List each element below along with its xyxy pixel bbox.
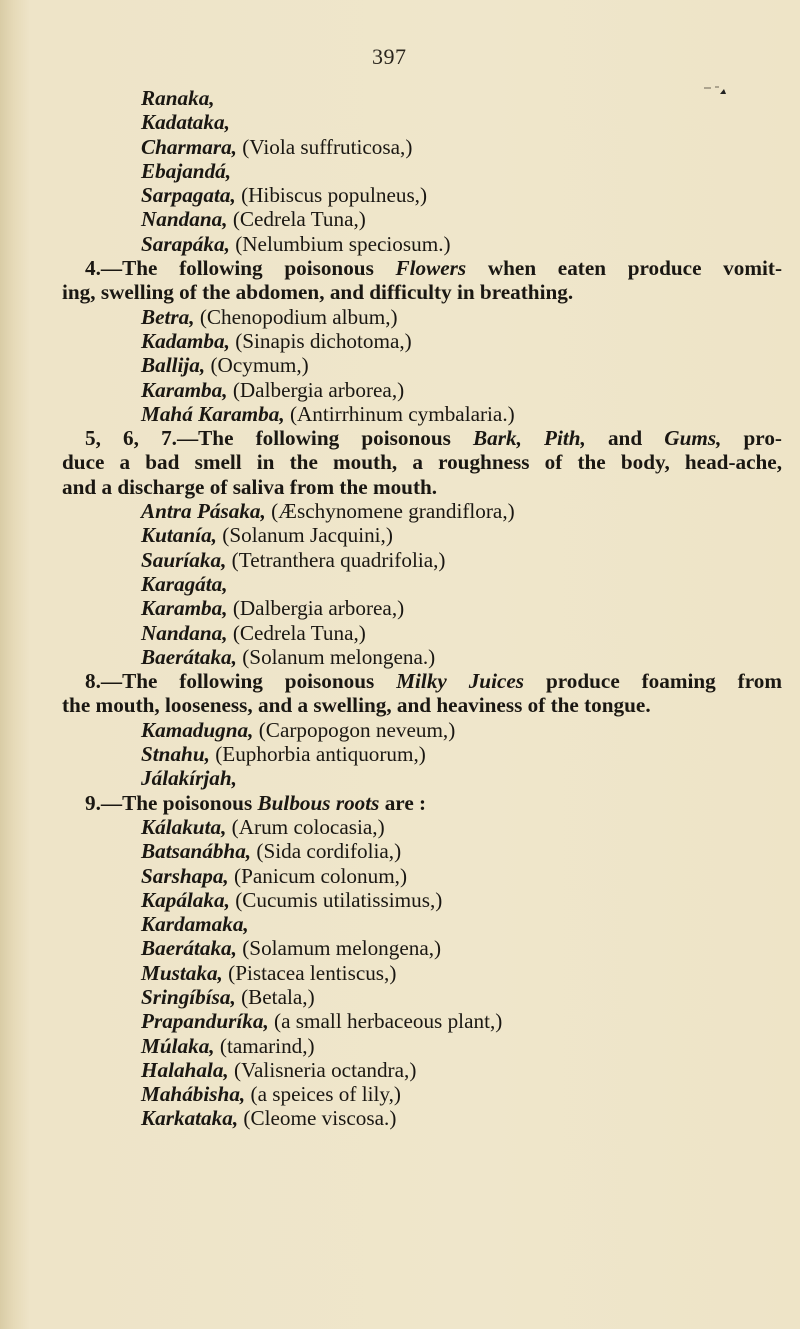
plant-name: Kutanía, — [141, 523, 217, 548]
plant-name: Karkataka, — [141, 1106, 239, 1131]
plant-entry — [62, 961, 782, 985]
emphasis-text: Flowers — [395, 256, 467, 281]
botanical-gloss: (Pistacea lentiscus,) — [222, 960, 397, 985]
plant-name: Sringíbísa, — [141, 984, 236, 1009]
botanical-gloss: (Solanum Jacquini,) — [216, 523, 393, 548]
plant-entry — [62, 718, 782, 742]
plant-entry — [62, 985, 782, 1009]
plant-name: Nandana, — [141, 620, 228, 645]
botanical-gloss: (Carpopogon neveum,) — [253, 717, 456, 742]
botanical-gloss: (Dalbergia arborea,) — [227, 377, 405, 402]
plant-entry — [62, 232, 782, 256]
paragraph-text: and — [585, 426, 665, 451]
plant-entry — [62, 159, 782, 183]
plant-entry — [62, 1082, 782, 1106]
paragraph-text: are : — [379, 790, 427, 815]
plant-entry — [62, 645, 782, 669]
botanical-gloss: (Solamum melongena,) — [236, 936, 442, 961]
plant-entry — [62, 888, 782, 912]
plant-entry — [62, 548, 782, 572]
plant-entry — [62, 864, 782, 888]
plant-entry — [62, 839, 782, 863]
plant-name: Baerátaka, — [141, 936, 237, 961]
emphasis-text: Bulbous roots — [257, 790, 380, 815]
plant-name: Batsanábha, — [141, 839, 252, 864]
plant-entry — [62, 305, 782, 329]
paragraph-text: and a discharge of saliva from the mouth. — [62, 474, 438, 499]
botanical-gloss: (Viola suffruticosa,) — [236, 134, 413, 159]
botanical-gloss: (Cucumis utilatissimus,) — [229, 887, 443, 912]
paragraph-line — [62, 669, 782, 693]
emphasis-text: Gums, — [664, 426, 722, 451]
botanical-gloss: (Sida cordifolia,) — [251, 839, 402, 864]
botanical-gloss: (Valisneria octandra,) — [228, 1057, 417, 1082]
plant-name: Mahá Karamba, — [141, 401, 285, 426]
plant-entry — [62, 110, 782, 134]
plant-entry — [62, 572, 782, 596]
plant-name: Múlaka, — [141, 1033, 215, 1058]
plant-name: Ebajandá, — [141, 158, 232, 183]
botanical-gloss: (Cedrela Tuna,) — [227, 207, 366, 232]
paragraph-text: when eaten produce vomit- — [466, 256, 782, 281]
plant-entry — [62, 596, 782, 620]
botanical-gloss: (Euphorbia antiquorum,) — [209, 742, 426, 767]
paragraph-line — [62, 475, 782, 499]
paragraph-line — [62, 256, 782, 280]
botanical-gloss: (tamarind,) — [214, 1033, 315, 1058]
plant-entry — [62, 86, 782, 110]
plant-name: Sarpagata, — [141, 183, 236, 208]
botanical-gloss: (Solanum melongena.) — [236, 644, 436, 669]
plant-name: Halahala, — [141, 1057, 229, 1082]
paragraph-line — [62, 693, 782, 717]
plant-name: Nandana, — [141, 207, 228, 232]
plant-entry — [62, 329, 782, 353]
botanical-gloss: (Dalbergia arborea,) — [227, 596, 405, 621]
plant-entry — [62, 815, 782, 839]
plant-name: Karamba, — [141, 596, 228, 621]
plant-name: Sarshapa, — [141, 863, 229, 888]
plant-name: Sarapáka, — [141, 231, 230, 256]
plant-entry — [62, 1058, 782, 1082]
botanical-gloss: (Antirrhinum cymbalaria.) — [284, 401, 515, 426]
plant-name: Charmara, — [141, 134, 237, 159]
plant-entry — [62, 499, 782, 523]
botanical-gloss: (Æschynomene grandiflora,) — [265, 499, 515, 524]
plant-entry — [62, 353, 782, 377]
botanical-gloss: (Betala,) — [235, 984, 315, 1009]
plant-entry — [62, 183, 782, 207]
paragraph-text: 9.—The poisonous — [85, 790, 258, 815]
plant-name: Sauríaka, — [141, 547, 227, 572]
emphasis-text: Bark, Pith, — [473, 426, 586, 451]
botanical-gloss: (Hibiscus populneus,) — [235, 183, 428, 208]
paragraph-text: 5, 6, 7.—The following poisonous — [85, 426, 473, 451]
plant-name: Kardamaka, — [141, 912, 249, 937]
paragraph-text: produce foaming from — [524, 669, 783, 694]
plant-name: Ranaka, — [141, 86, 215, 110]
paragraph-text: ing, swelling of the abdomen, and difficulty in breathing. — [62, 280, 574, 305]
paragraph-line — [62, 426, 782, 450]
botanical-gloss: (Nelumbium speciosum.) — [229, 231, 451, 256]
plant-name: Jálakírjah, — [141, 766, 237, 791]
paragraph-text: duce a bad smell in the mouth, a roughness of the body, head-ache, — [62, 450, 782, 475]
plant-entry — [62, 378, 782, 402]
plant-entry — [62, 402, 782, 426]
plant-entry — [62, 912, 782, 936]
botanical-gloss: (Tetranthera quadrifolia,) — [226, 547, 446, 572]
botanical-gloss: (Arum colocasia,) — [226, 814, 385, 839]
botanical-gloss: (Sinapis dichotoma,) — [229, 328, 412, 353]
paragraph-line — [62, 450, 782, 474]
plant-name: Kamadugna, — [141, 717, 254, 742]
plant-name: Kálakuta, — [141, 814, 227, 839]
botanical-gloss: (a speices of lily,) — [245, 1082, 401, 1107]
plant-name: Karamba, — [141, 377, 228, 402]
plant-name: Prapanduríka, — [141, 1009, 269, 1034]
plant-name: Betra, — [141, 304, 195, 329]
botanical-gloss: (Ocymum,) — [205, 353, 309, 378]
plant-name: Ballija, — [141, 353, 206, 378]
plant-entry — [62, 766, 782, 790]
paragraph-text: 4.—The following poisonous — [85, 256, 396, 281]
emphasis-text: Milky Juices — [396, 669, 525, 694]
paragraph-text: pro- — [721, 426, 782, 451]
plant-name: Mahábisha, — [141, 1082, 246, 1107]
plant-name: Antra Pásaka, — [141, 499, 266, 524]
plant-entry — [62, 207, 782, 231]
plant-name: Kadataka, — [141, 110, 230, 135]
plant-entry — [62, 135, 782, 159]
paragraph-line — [62, 280, 782, 304]
paragraph-line — [62, 791, 782, 815]
botanical-gloss: (Cleome viscosa.) — [238, 1106, 397, 1131]
plant-entry — [62, 1034, 782, 1058]
botanical-gloss: (Cedrela Tuna,) — [227, 620, 366, 645]
botanical-gloss: (Panicum colonum,) — [228, 863, 408, 888]
botanical-gloss: (Chenopodium album,) — [194, 304, 398, 329]
plant-entry — [62, 523, 782, 547]
body-text — [62, 86, 782, 1131]
plant-entry — [62, 936, 782, 960]
page-number: 397 — [372, 44, 407, 69]
plant-name: Kadamba, — [141, 328, 230, 353]
plant-name: Mustaka, — [141, 960, 223, 985]
plant-entry — [62, 1009, 782, 1033]
plant-name: Karagáta, — [141, 571, 228, 596]
plant-entry — [62, 1106, 782, 1130]
plant-name: Stnahu, — [141, 742, 210, 767]
plant-name: Baerátaka, — [141, 644, 237, 669]
paragraph-text: the mouth, looseness, and a swelling, and heaviness of the tongue. — [62, 693, 651, 718]
botanical-gloss: (a small herbaceous plant,) — [268, 1009, 503, 1034]
plant-entry — [62, 621, 782, 645]
plant-name: Kapálaka, — [141, 887, 230, 912]
paragraph-text: 8.—The following poisonous — [85, 669, 397, 694]
plant-entry — [62, 742, 782, 766]
